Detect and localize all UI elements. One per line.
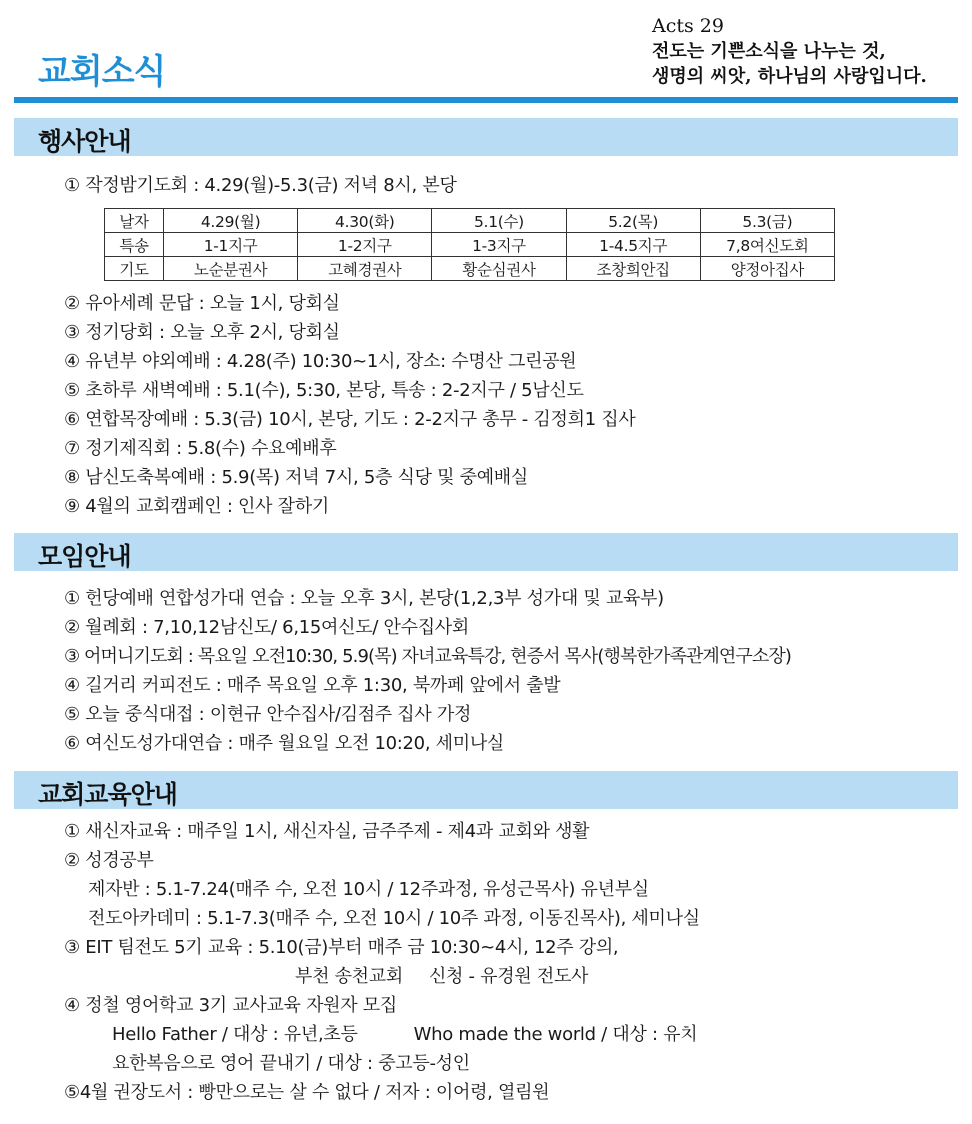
schedule-cell: 4.29(월) (164, 209, 298, 233)
schedule-cell: 1-2지구 (298, 233, 432, 257)
schedule-row-label: 특송 (105, 233, 164, 257)
schedule-row-prayer (105, 257, 835, 281)
education-item-4: ④ 정철 영어학교 3기 교사교육 자원자 모집 (64, 995, 397, 1016)
verse-line-2: 생명의 씨앗, 하나님의 사랑입니다. (652, 66, 927, 87)
eit-place: 부천 송천교회 (295, 966, 403, 987)
schedule-cell: 5.1(수) (432, 209, 566, 233)
eit-apply: 신청 - 유경원 전도사 (428, 966, 589, 987)
schedule-row-label: 날자 (105, 209, 164, 233)
education-item-5: ⑤4월 권장도서 : 빵만으로는 살 수 없다 / 저자 : 이어령, 열림원 (64, 1082, 550, 1103)
event-item-7: ⑦ 정기제직회 : 5.8(수) 수요예배후 (64, 438, 337, 459)
schedule-cell: 황순심권사 (432, 257, 566, 281)
bible-study-evangelism-academy: 전도아카데미 : 5.1-7.3(매주 수, 오전 10시 / 10주 과정, 이동진목사), 세미나실 (88, 908, 700, 929)
event-item-3: ③ 정기당회 : 오늘 오후 2시, 당회실 (64, 322, 340, 343)
schedule-cell: 양정아집사 (700, 257, 834, 281)
header-divider (14, 97, 958, 103)
book-who-made-the-world: Who made the world / 대상 : 유치 (413, 1024, 698, 1045)
book-hello-father: Hello Father / 대상 : 유년,초등 (112, 1024, 358, 1045)
book-gospel-of-john: 요한복음으로 영어 끝내기 / 대상 : 중고등-성인 (112, 1053, 470, 1074)
schedule-row-special-song (105, 233, 835, 257)
prayer-schedule-table (104, 208, 835, 281)
event-item-6: ⑥ 연합목장예배 : 5.3(금) 10시, 본당, 기도 : 2-2지구 총무 - 김정희1 집사 (64, 409, 636, 430)
event-item-9: ⑨ 4월의 교회캠페인 : 인사 잘하기 (64, 496, 329, 517)
meeting-item-2: ② 월례회 : 7,10,12남신도/ 6,15여신도/ 안수집사회 (64, 617, 469, 638)
meeting-item-3: ③ 어머니기도회 : 목요일 오전10:30, 5.9(목) 자녀교육특강, 현증서 목사(행복한가족관계연구소장) (64, 646, 791, 667)
meeting-item-6: ⑥ 여신도성가대연습 : 매주 월요일 오전 10:20, 세미나실 (64, 733, 505, 754)
schedule-cell: 고혜경권사 (298, 257, 432, 281)
education-item-3-detail (295, 965, 588, 989)
meeting-item-1: ① 헌당예배 연합성가대 연습 : 오늘 오후 3시, 본당(1,2,3부 성가대 및 교육부) (64, 588, 664, 609)
section-header-education (14, 771, 958, 809)
bible-study-disciple-class: 제자반 : 5.1-7.24(매주 수, 오전 10시 / 12주과정, 유성근목사) 유년부실 (88, 879, 649, 900)
section-header-meetings (14, 533, 958, 571)
event-item-1: ① 작정밤기도회 : 4.29(월)-5.3(금) 저녁 8시, 본당 (64, 175, 457, 196)
education-item-3: ③ EIT 팀전도 5기 교육 : 5.10(금)부터 매주 금 10:30~4시, 12주 강의, (64, 937, 619, 958)
schedule-cell: 조창희안집 (566, 257, 700, 281)
schedule-cell: 7,8여신도회 (700, 233, 834, 257)
section-header-events (14, 118, 958, 156)
schedule-cell: 1-1지구 (164, 233, 298, 257)
schedule-cell: 5.2(목) (566, 209, 700, 233)
schedule-row-label: 기도 (105, 257, 164, 281)
schedule-cell: 4.30(화) (298, 209, 432, 233)
event-item-8: ⑧ 남신도축복예배 : 5.9(목) 저녁 7시, 5층 식당 및 중예배실 (64, 467, 528, 488)
education-item-1: ① 새신자교육 : 매주일 1시, 새신자실, 금주주제 - 제4과 교회와 생활 (64, 821, 590, 842)
schedule-cell: 노순분권사 (164, 257, 298, 281)
education-item-4-books (112, 1023, 697, 1047)
schedule-cell: 1-3지구 (432, 233, 566, 257)
schedule-cell: 1-4.5지구 (566, 233, 700, 257)
meeting-item-4: ④ 길거리 커피전도 : 매주 목요일 오후 1:30, 북까페 앞에서 출발 (64, 675, 561, 696)
verse-line-1: 전도는 기쁜소식을 나누는 것, (652, 41, 886, 62)
schedule-cell: 5.3(금) (700, 209, 834, 233)
verse-block (652, 14, 927, 89)
event-item-2: ② 유아세례 문답 : 오늘 1시, 당회실 (64, 293, 340, 314)
verse-reference: Acts 29 (652, 15, 724, 37)
education-item-2: ② 성경공부 (64, 850, 154, 871)
schedule-row-date (105, 209, 835, 233)
section-title-meetings: 모임안내 (38, 542, 131, 571)
section-title-events: 행사안내 (38, 127, 131, 156)
section-title-education: 교회교육안내 (38, 780, 177, 809)
page-title: 교회소식 (38, 52, 166, 92)
event-item-4: ④ 유년부 야외예배 : 4.28(주) 10:30~1시, 장소: 수명산 그린공원 (64, 351, 577, 372)
meeting-item-5: ⑤ 오늘 중식대접 : 이현규 안수집사/김점주 집사 가정 (64, 704, 472, 725)
event-item-5: ⑤ 초하루 새벽예배 : 5.1(수), 5:30, 본당, 특송 : 2-2지구 / 5남신도 (64, 380, 584, 401)
